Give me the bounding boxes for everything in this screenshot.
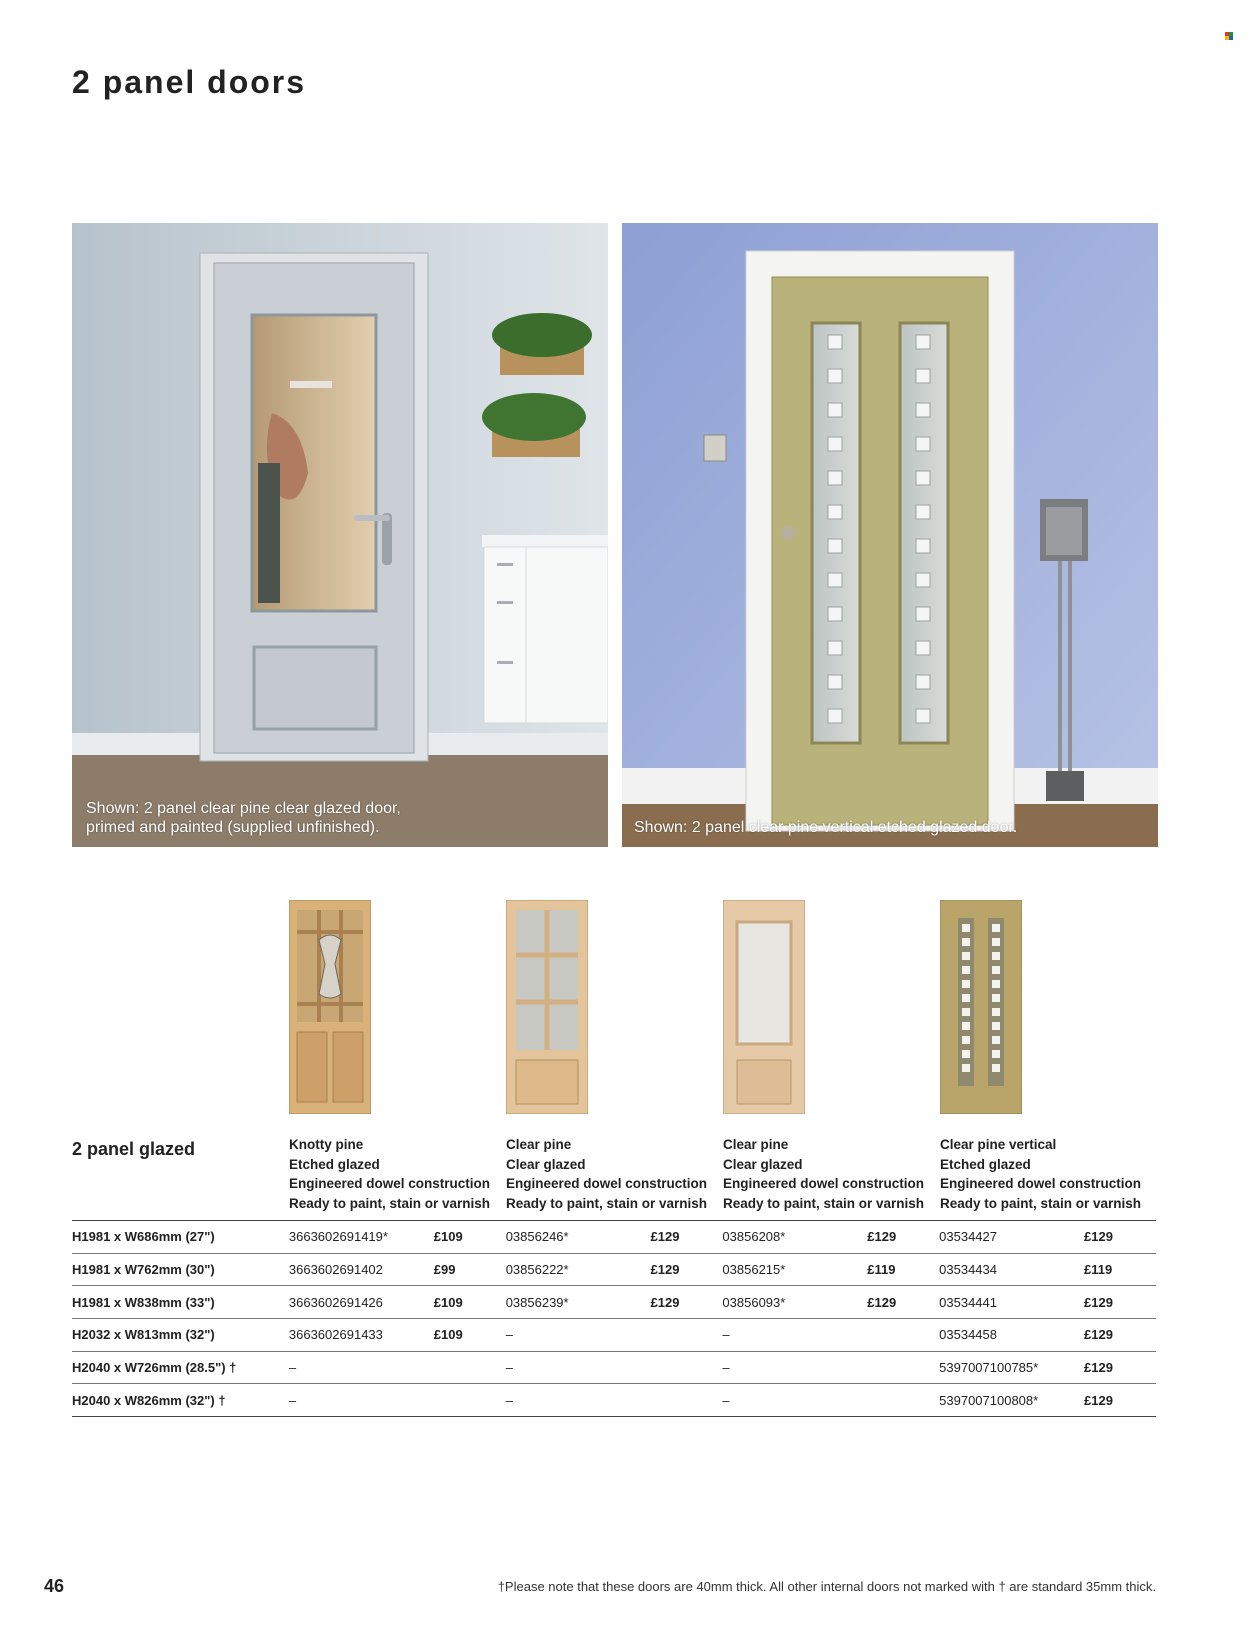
photo-caption — [86, 799, 401, 837]
product-features-3 — [723, 1135, 924, 1213]
price: £129 — [1084, 1319, 1156, 1352]
size-cell: H2040 x W826mm (32") † — [72, 1384, 289, 1417]
price: £129 — [1084, 1384, 1156, 1417]
table-row — [72, 1384, 1156, 1417]
page-number: 46 — [44, 1576, 65, 1596]
table-row — [72, 1351, 1156, 1384]
product-features-2 — [506, 1135, 707, 1213]
price: £129 — [651, 1221, 723, 1254]
size-cell: H1981 x W686mm (27") — [72, 1221, 289, 1254]
product-code: 3663602691419* — [289, 1221, 434, 1254]
product-code: – — [289, 1351, 434, 1384]
product-construction: Engineered dowel construction — [940, 1176, 1142, 1191]
price — [651, 1384, 723, 1417]
price — [651, 1351, 723, 1384]
price: £129 — [867, 1286, 939, 1319]
product-code: – — [289, 1384, 434, 1417]
product-construction: Engineered dowel construction — [506, 1176, 708, 1191]
product-name: Clear pine — [723, 1137, 789, 1152]
product-glazing: Etched glazed — [940, 1156, 1031, 1172]
product-finish: Ready to paint, stain or varnish — [940, 1195, 1142, 1211]
product-name: Clear pine vertical — [940, 1137, 1057, 1152]
price: £129 — [651, 1286, 723, 1319]
product-finish: Ready to paint, stain or varnish — [506, 1195, 708, 1211]
size-cell: H1981 x W838mm (33") — [72, 1286, 289, 1319]
product-code: – — [506, 1384, 651, 1417]
product-code: 03856246* — [506, 1221, 651, 1254]
price: £129 — [651, 1253, 723, 1286]
product-code: 3663602691433 — [289, 1319, 434, 1352]
spec-table — [72, 1220, 1156, 1417]
photo-pine-door — [622, 223, 1158, 847]
price: £119 — [1084, 1253, 1156, 1286]
price: £129 — [1084, 1351, 1156, 1384]
price — [434, 1351, 506, 1384]
price: £129 — [1084, 1286, 1156, 1319]
brand-logo — [1225, 32, 1233, 40]
product-glazing: Etched glazed — [289, 1156, 380, 1172]
price — [867, 1351, 939, 1384]
product-glazing: Clear glazed — [723, 1156, 803, 1172]
table-row — [72, 1221, 1156, 1254]
price: £109 — [434, 1286, 506, 1319]
thumb-knotty-pine-etched — [289, 900, 371, 1114]
product-code: – — [722, 1351, 867, 1384]
size-cell: H1981 x W762mm (30") — [72, 1253, 289, 1286]
price: £119 — [867, 1253, 939, 1286]
logo-square-blue — [1229, 36, 1233, 40]
product-code: 03856215* — [722, 1253, 867, 1286]
product-code: 03856222* — [506, 1253, 651, 1286]
caption-line: primed and painted (supplied unfinished). — [86, 819, 380, 836]
price: £109 — [434, 1221, 506, 1254]
caption-line: Shown: 2 panel clear pine vertical etched glazed door. — [634, 819, 1018, 836]
size-cell: H2040 x W726mm (28.5") † — [72, 1351, 289, 1384]
price: £109 — [434, 1319, 506, 1352]
product-code: 3663602691402 — [289, 1253, 434, 1286]
product-code: – — [506, 1351, 651, 1384]
product-code: – — [722, 1319, 867, 1352]
price — [867, 1384, 939, 1417]
table-row — [72, 1286, 1156, 1319]
product-code: 03856208* — [722, 1221, 867, 1254]
table-row — [72, 1319, 1156, 1352]
product-code: 03534434 — [939, 1253, 1084, 1286]
product-code: 03534441 — [939, 1286, 1084, 1319]
thumb-clear-pine-6-light — [506, 900, 588, 1114]
price — [651, 1319, 723, 1352]
section-label: 2 panel glazed — [72, 1139, 196, 1159]
page-title: 2 panel doors — [72, 64, 307, 100]
table-row — [72, 1253, 1156, 1286]
product-code: 03534458 — [939, 1319, 1084, 1352]
size-cell: H2032 x W813mm (32") — [72, 1319, 289, 1352]
product-name: Clear pine — [506, 1137, 572, 1152]
product-finish: Ready to paint, stain or varnish — [289, 1195, 491, 1211]
thumb-clear-pine-single-light — [723, 900, 805, 1114]
footnote: †Please note that these doors are 40mm thick. All other internal doors not marked with † are standard 35mm thick. — [497, 1579, 1156, 1594]
price — [867, 1319, 939, 1352]
product-construction: Engineered dowel construction — [289, 1176, 491, 1191]
price: £99 — [434, 1253, 506, 1286]
product-code: 3663602691426 — [289, 1286, 434, 1319]
photo-caption — [634, 818, 1017, 837]
caption-line: Shown: 2 panel clear pine clear glazed door, — [86, 800, 401, 817]
product-code: 03534427 — [939, 1221, 1084, 1254]
price — [434, 1384, 506, 1417]
product-finish: Ready to paint, stain or varnish — [723, 1195, 925, 1211]
product-features-1 — [289, 1135, 490, 1213]
product-code: 03856239* — [506, 1286, 651, 1319]
product-features-4 — [940, 1135, 1141, 1213]
product-name: Knotty pine — [289, 1137, 364, 1152]
product-code: 5397007100808* — [939, 1384, 1084, 1417]
product-code: – — [506, 1319, 651, 1352]
product-glazing: Clear glazed — [506, 1156, 586, 1172]
product-construction: Engineered dowel construction — [723, 1176, 925, 1191]
product-code: 03856093* — [722, 1286, 867, 1319]
photo-painted-door — [72, 223, 608, 847]
price: £129 — [1084, 1221, 1156, 1254]
product-code: – — [722, 1384, 867, 1417]
thumb-clear-pine-vertical — [940, 900, 1022, 1114]
price: £129 — [867, 1221, 939, 1254]
product-code: 5397007100785* — [939, 1351, 1084, 1384]
